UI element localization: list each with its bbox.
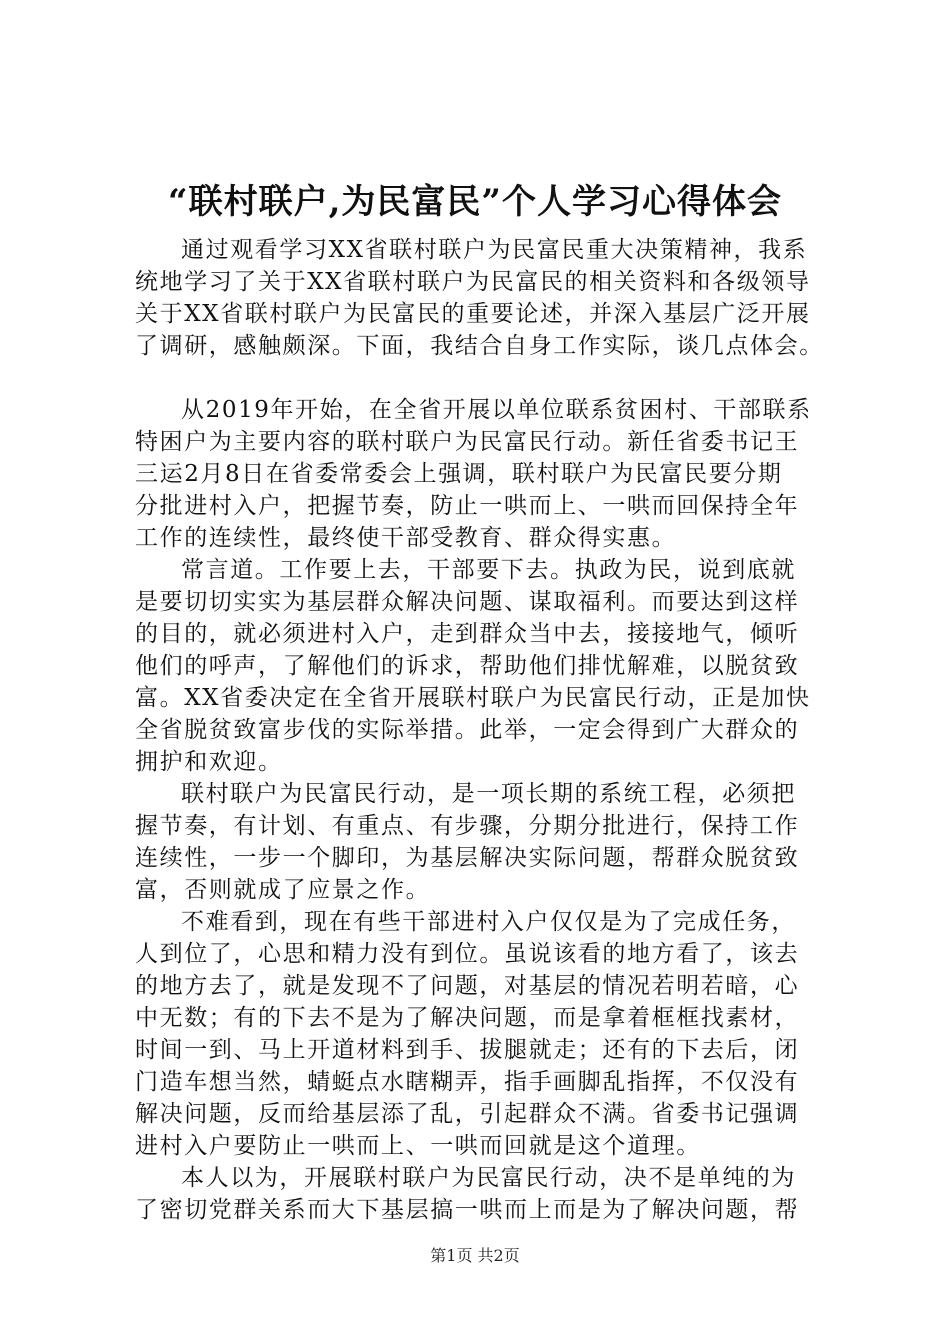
- text-line: 门造车想当然，蜻蜓点水瞎糊弄，指手画脚乱指挥，不仅没有: [135, 1069, 800, 1095]
- text-line: 拥护和欢迎。: [135, 749, 283, 775]
- paragraph-gap: [135, 362, 835, 394]
- text-line: 解决问题，反而给基层添了乱，引起群众不满。省委书记强调: [135, 1101, 800, 1127]
- text-line: 通过观看学习XX省联村联户为民富民重大决策精神，我系: [181, 237, 808, 263]
- text-line: 联村联户为民富民行动，是一项长期的系统工程，必须把: [181, 781, 796, 807]
- text-line: 中无数；有的下去不是为了解决问题，而是拿着框框找素材，: [135, 1005, 800, 1031]
- text-line: 握节奏，有计划、有重点、有步骤，分期分批进行，保持工作: [135, 813, 800, 839]
- text-line: 工作的连续性，最终使干部受教育、群众得实惠。: [135, 525, 677, 551]
- text-line: 常言道。工作要上去，干部要下去。执政为民，说到底就: [181, 557, 796, 583]
- text-line: 从2019年开始，在全省开展以单位联系贫困村、干部联系: [181, 397, 812, 423]
- text-line: 不难看到，现在有些干部进村入户仅仅是为了完成任务，: [181, 909, 796, 935]
- text-line: 的目的，就必须进村入户，走到群众当中去，接接地气，倾听: [135, 621, 800, 647]
- document-title: “联村联户,为民富民”个人学习心得体会: [168, 182, 782, 222]
- text-line: 特困户为主要内容的联村联户为民富民行动。新任省委书记王: [135, 429, 800, 455]
- text-line: 了密切党群关系而大下基层搞一哄而上而是为了解决问题，帮: [135, 1197, 800, 1223]
- text-line: 连续性，一步一个脚印，为基层解决实际问题，帮群众脱贫致: [135, 845, 800, 871]
- page-number: 第1页 共2页: [430, 1246, 520, 1265]
- text-line: 三运2月8日在省委常委会上强调，联村联户为民富民要分期: [135, 461, 783, 487]
- text-line: 富。XX省委决定在全省开展联村联户为民富民行动，正是加快: [135, 685, 811, 711]
- document-body: [135, 234, 835, 1226]
- text-line: 分批进村入户，把握节奏，防止一哄而上、一哄而回保持全年: [135, 493, 800, 519]
- text-line: 时间一到、马上开道材料到手、拔腿就走；还有的下去后，闭: [135, 1037, 800, 1063]
- text-line: 全省脱贫致富步伐的实际举措。此举，一定会得到广大群众的: [135, 717, 800, 743]
- text-line: 的地方去了，就是发现不了问题，对基层的情况若明若暗，心: [135, 973, 800, 999]
- text-line: 本人以为，开展联村联户为民富民行动，决不是单纯的为: [181, 1165, 796, 1191]
- text-line: 了调研，感触颇深。下面，我结合自身工作实际，谈几点体会。: [135, 333, 824, 359]
- text-line: 人到位了，心思和精力没有到位。虽说该看的地方看了，该去: [135, 941, 800, 967]
- text-line: 统地学习了关于XX省联村联户为民富民的相关资料和各级领导: [135, 269, 811, 295]
- text-line: 富，否则就成了应景之作。: [135, 877, 431, 903]
- text-line: 关于XX省联村联户为民富民的重要论述，并深入基层广泛开展: [135, 301, 811, 327]
- text-line: 他们的呼声，了解他们的诉求，帮助他们排忧解难，以脱贫致: [135, 653, 800, 679]
- text-line: 是要切切实实为基层群众解决问题、谋取福利。而要达到这样: [135, 589, 800, 615]
- text-line: 进村入户要防止一哄而上、一哄而回就是这个道理。: [135, 1133, 701, 1159]
